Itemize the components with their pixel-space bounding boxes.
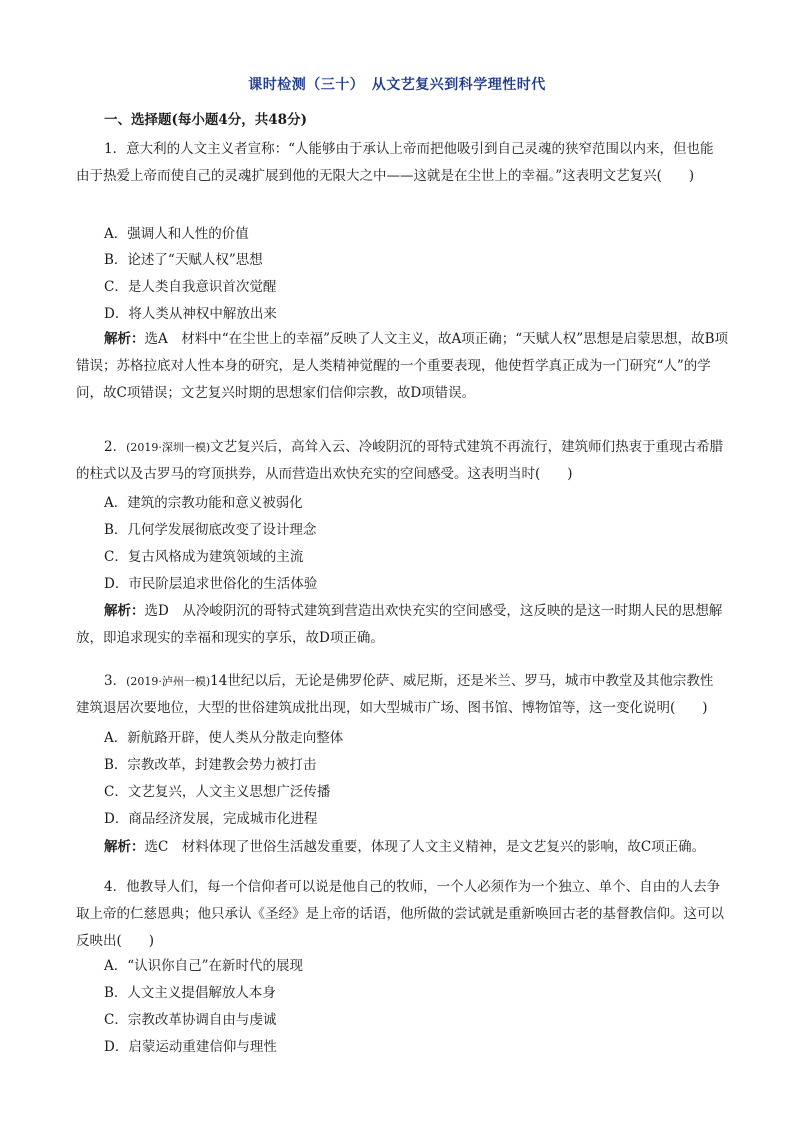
question-4-option-c: C．宗教改革协调自由与虔诚 (104, 1012, 277, 1028)
question-2-option-d: D．市民阶层追求世俗化的生活体验 (104, 576, 318, 592)
page-title: 课时检测（三十） 从文艺复兴到科学理性时代 (248, 77, 546, 93)
question-2-option-b: B．几何学发展彻底改变了设计理念 (104, 522, 317, 538)
question-3-analysis: 解析：选C 材料体现了世俗生活越发重要，体现了人文主义精神，是文艺复兴的影响，故C项正确。 (104, 839, 706, 855)
question-3-option-c: C．文艺复兴，人文主义思想广泛传播 (104, 784, 331, 800)
question-4-option-d: D．启蒙运动重建信仰与理性 (104, 1039, 277, 1055)
question-1-option-c: C．是人类自我意识首次觉醒 (104, 279, 277, 295)
question-4-option-a: A．“认识你自己”在新时代的展现 (104, 958, 304, 974)
question-3-option-b: B．宗教改革，封建教会势力被打击 (104, 757, 317, 773)
question-1-option-d: D．将人类从神权中解放出来 (104, 306, 277, 322)
question-3-option-d: D．商品经济发展，完成城市化进程 (104, 811, 318, 827)
question-1-analysis: 解析：选A 材料中“在尘世上的幸福”反映了人文主义，故A项正确；“天赋人权”思想是启蒙思想，故B项错误；苏格拉底对人性本身的研究，是人类精神觉醒的一个重要表现，他使哲学真正成为一门研究“人”的学问，故C项错误；文艺复兴时期的思想家们信仰宗教，故D项错误。 (76, 331, 729, 401)
question-1-option-b: B．论述了“天赋人权”思想 (104, 252, 263, 268)
question-2-option-c: C．复古风格成为建筑领域的主流 (104, 549, 304, 565)
question-1-stem: 1．意大利的人文主义者宣称：“人能够由于承认上帝而把他吸引到自己灵魂的狭窄范围以内来，但也能由于热爱上帝而使自己的灵魂扩展到他的无限大之中——这就是在尘世上的幸福。”这表明文艺复兴( ) (76, 141, 714, 184)
question-3-source: (2019·泸州一模) (126, 675, 211, 688)
question-2-stem: 2．(2019·深圳一模)文艺复兴后，高耸入云、冷峻阴沉的哥特式建筑不再流行，建筑师们热衷于重现古希腊的柱式以及古罗马的穹顶拱券，从而营造出欢快充实的空间感受。这表明当时( ) (76, 439, 724, 482)
question-2-option-a: A．建筑的宗教功能和意义被弱化 (104, 495, 303, 511)
question-4-stem: 4．他教导人们，每一个信仰者可以说是他自己的牧师，一个人必须作为一个独立、单个、自由的人去争取上帝的仁慈恩典；他只承认《圣经》是上帝的话语，他所做的尝试就是重新唤回古老的基督教信仰。这可以反映出( ) (76, 879, 724, 949)
question-3-stem: 3．(2019·泸州一模)14世纪以后，无论是佛罗伦萨、威尼斯，还是米兰、罗马，城市中教堂及其他宗教性建筑退居次要地位，大型的世俗建筑成批出现，如大型城市广场、图书馆、博物馆等，这一变化说明( ) (76, 673, 714, 716)
question-2-analysis: 解析：选D 从冷峻阴沉的哥特式建筑到营造出欢快充实的空间感受，这反映的是这一时期人民的思想解放，即追求现实的幸福和现实的享乐，故D项正确。 (76, 603, 723, 646)
section-heading: 一、选择题(每小题4分，共48分) (104, 112, 307, 128)
question-2-source: (2019·深圳一模) (126, 441, 211, 454)
question-3-option-a: A．新航路开辟，使人类从分散走向整体 (104, 730, 344, 746)
question-1-option-a: A．强调人和人性的价值 (104, 226, 249, 242)
question-4-option-b: B．人文主义提倡解放人本身 (104, 985, 276, 1001)
